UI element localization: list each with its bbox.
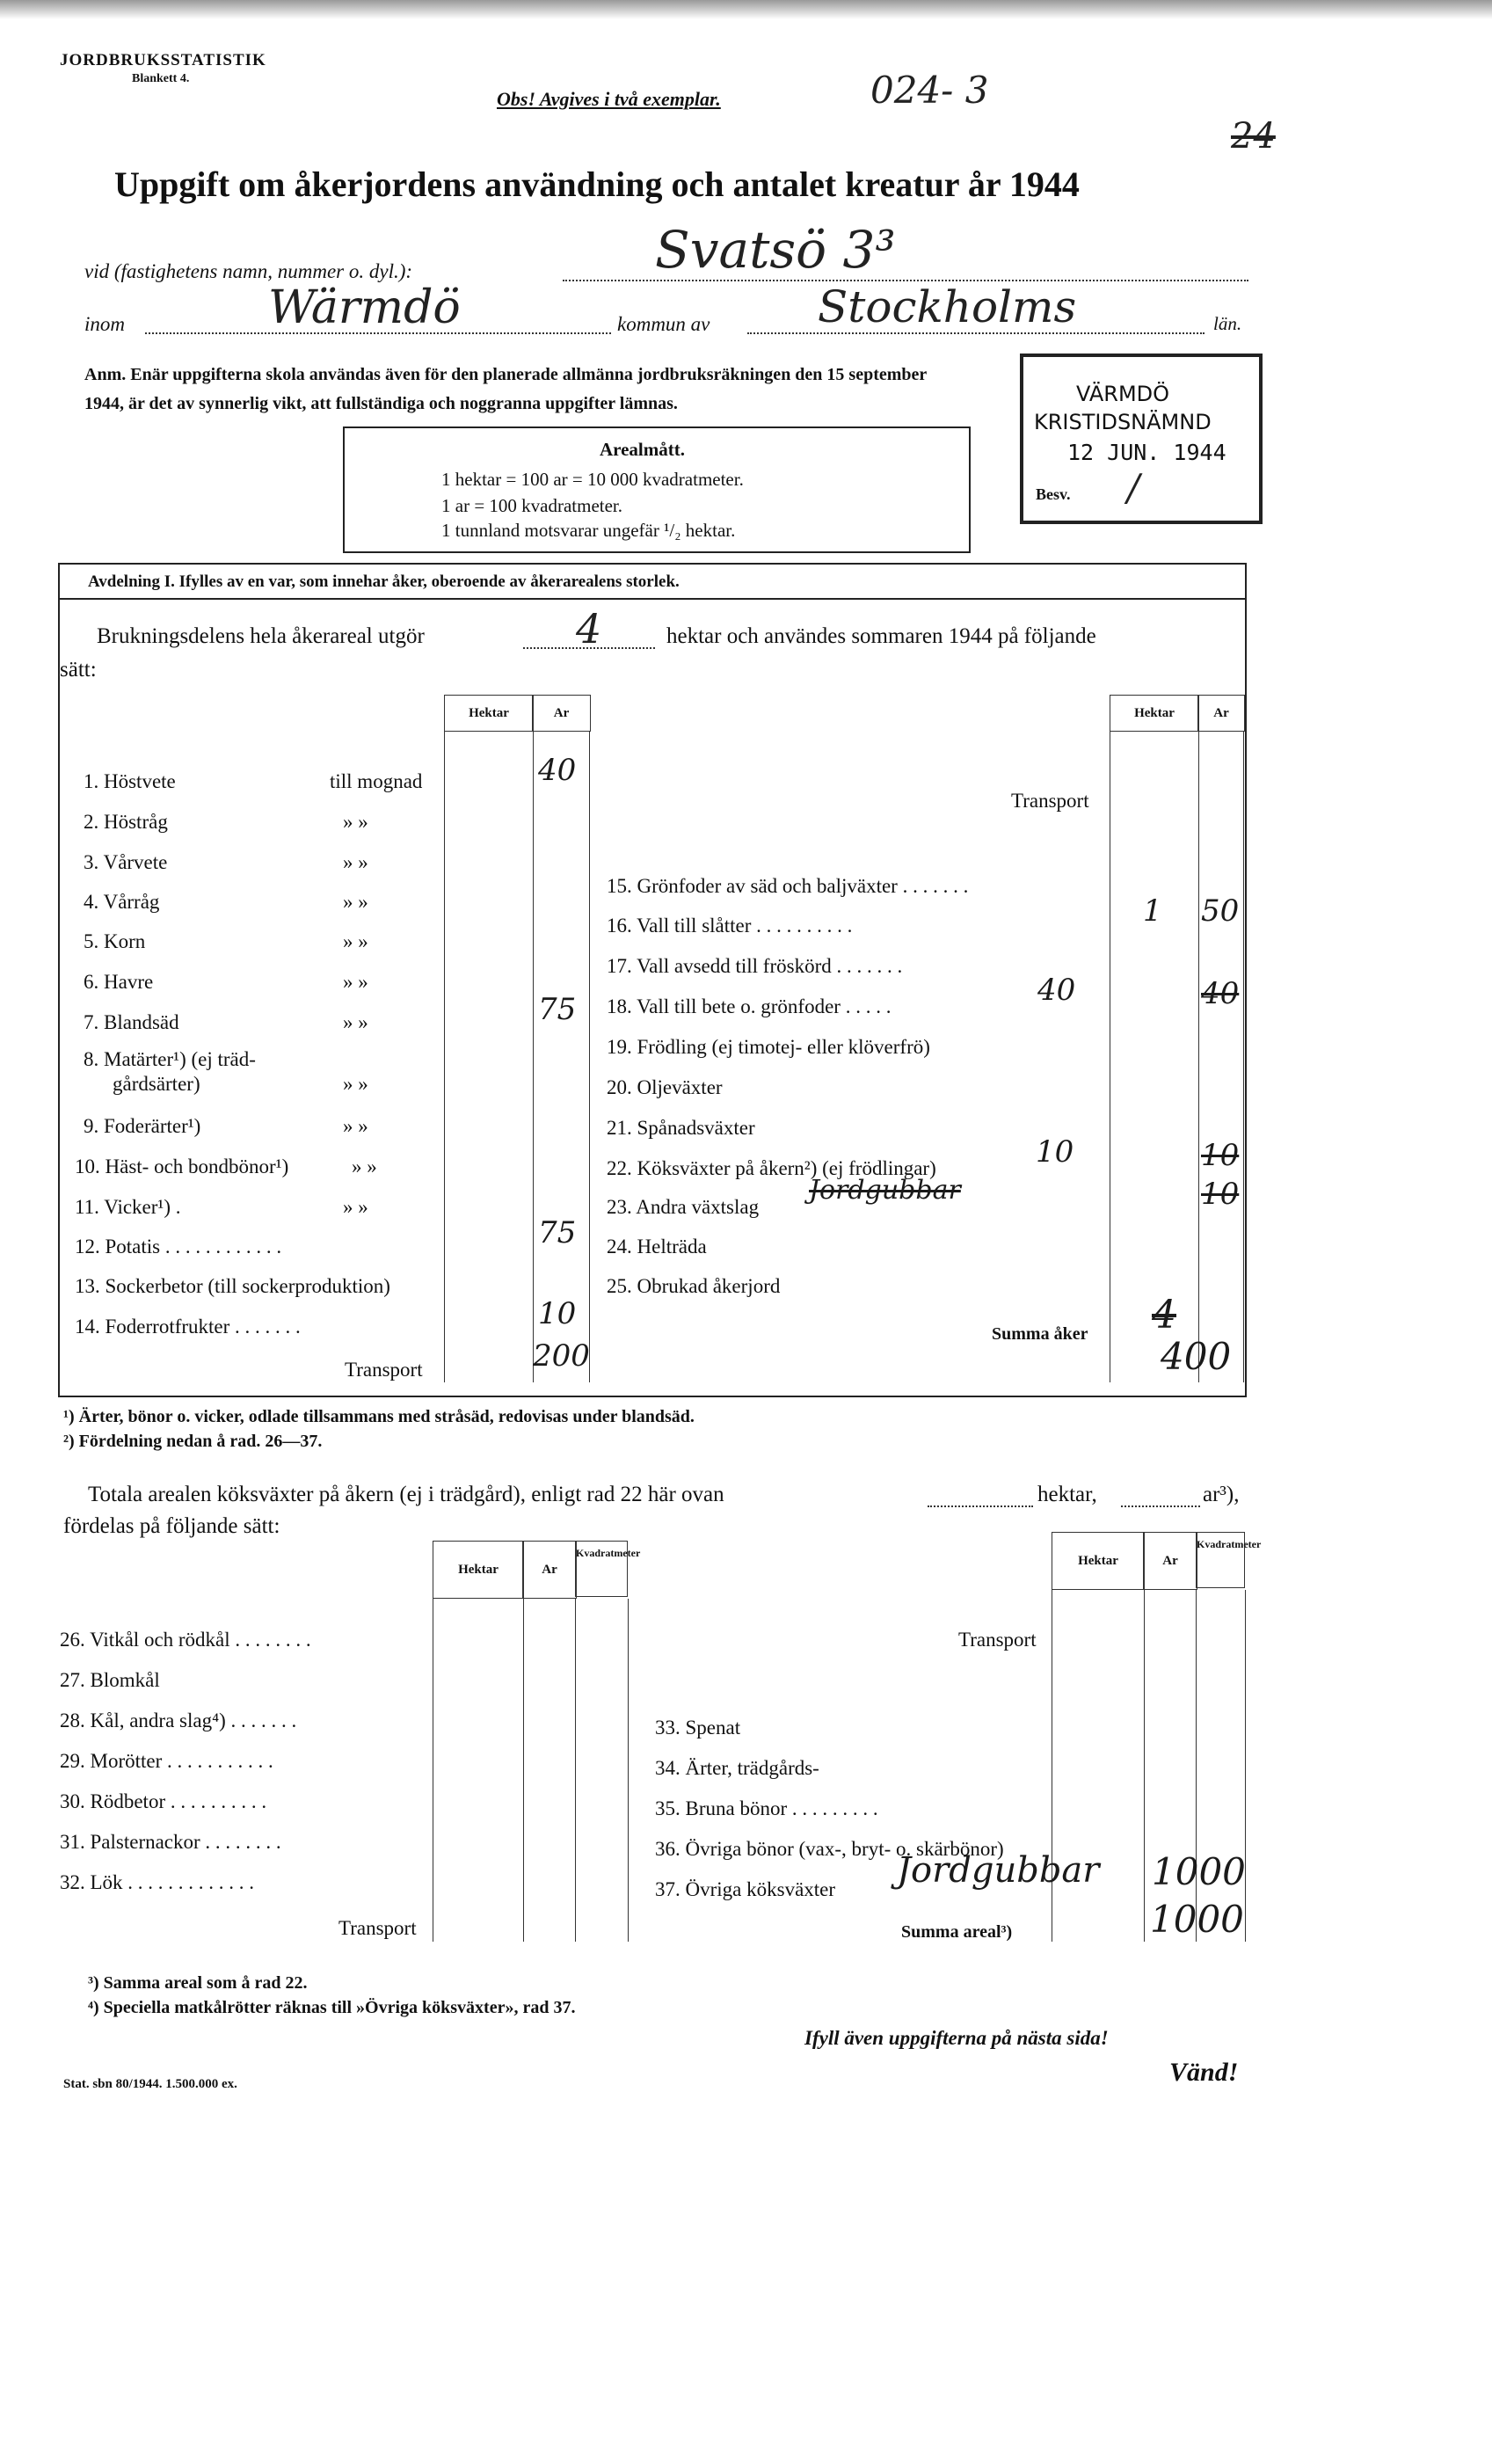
stamp-besv-value: / [1127, 466, 1140, 509]
footnote-4: ⁴) Speciella matkålrötter räknas till »Övriga köksväxter», rad 37. [88, 1998, 576, 2017]
summa-aker-hektar: 4 [1152, 1293, 1176, 1338]
row-18-label: 18. Vall till bete o. grönfoder . . . . . [607, 995, 892, 1017]
right-transport-label: Transport [1011, 790, 1089, 812]
kok-left-col-kvm [575, 1599, 629, 1942]
kommun-value: Stockholms [818, 281, 1077, 332]
inom-value: Wärmdö [268, 281, 461, 334]
kok-right-col-kvm-header: Kvadratmeter [1196, 1532, 1245, 1588]
row-37-note: Jordgubbar [897, 1850, 1100, 1891]
row-6-ditto: » » [343, 971, 368, 993]
section1-intro-b: hektar och användes sommaren 1944 på följande [666, 624, 1096, 648]
section2-ar-line [1121, 1505, 1200, 1507]
kok-right-col-ar-header: Ar [1143, 1532, 1197, 1590]
stamp-date: 12 JUN. 1944 [1067, 440, 1226, 465]
footnote-3: ³) Samma areal som å rad 22. [88, 1973, 308, 1993]
row-14-ar: 10 [538, 1296, 577, 1331]
row-12-ar: 75 [538, 1215, 577, 1250]
row-29-label: 29. Morötter . . . . . . . . . . . [60, 1750, 273, 1772]
row-4-ditto: » » [343, 891, 368, 913]
till-mognad-label: till mognad [330, 770, 423, 792]
row-25-label: 25. Obrukad åkerjord [607, 1275, 781, 1297]
stamp-besv-label: Besv. [1036, 485, 1071, 503]
left-col-hektar-header: Hektar [444, 695, 534, 732]
row-33-label: 33. Spenat [655, 1717, 741, 1739]
row-31-label: 31. Palsternackor . . . . . . . . [60, 1831, 281, 1853]
row-23-label: 23. Andra växtslag [607, 1196, 760, 1218]
row-21-label: 21. Spånadsväxter [607, 1117, 755, 1139]
row-18-hektar: 40 [1037, 973, 1076, 1008]
summa-areal-label: Summa areal³) [901, 1922, 1013, 1942]
row-17-label: 17. Vall avsedd till fröskörd . . . . . . . [607, 955, 903, 977]
form-number: Blankett 4. [132, 72, 190, 85]
kok-left-col-kvm-header: Kvadratmeter [575, 1541, 628, 1597]
row-22-hektar: 10 [1036, 1134, 1074, 1170]
right-col-ar-header: Ar [1197, 695, 1245, 732]
row-1-ar: 40 [538, 753, 577, 788]
section1-area-value: 4 [576, 605, 602, 652]
row-10-label: 10. Häst- och bondbönor¹) [75, 1155, 289, 1177]
row-37-label: 37. Övriga köksväxter [655, 1878, 836, 1900]
row-16-ar: 50 [1201, 893, 1240, 929]
row-30-label: 30. Rödbetor . . . . . . . . . . [60, 1790, 267, 1812]
left-col-ar-header: Ar [532, 695, 591, 732]
row-8-label: 8. Matärter¹) (ej träd- [84, 1048, 256, 1070]
arealmatt-line1: 1 hektar = 100 ar = 10 000 kvadratmeter. [441, 469, 744, 490]
row-12-label: 12. Potatis . . . . . . . . . . . . [75, 1236, 282, 1258]
row-3-label: 3. Vårvete [84, 851, 168, 873]
row-1-label: 1. Höstvete [84, 770, 176, 792]
row-27-label: 27. Blomkål [60, 1669, 160, 1691]
summa-aker-ar: 400 [1161, 1335, 1232, 1378]
arealmatt-line2: 1 ar = 100 kvadratmeter. [441, 495, 623, 516]
row-23-ar: 10 [1201, 1177, 1240, 1212]
kristidsnamnd-stamp [1020, 354, 1263, 524]
left-transport-value: 200 [533, 1338, 590, 1374]
obs-note: Obs! Avgives i två exemplar. [497, 88, 721, 110]
row-2-label: 2. Höstråg [84, 811, 168, 833]
kommun-label: kommun av [617, 313, 710, 335]
kok-left-transport-label: Transport [338, 1917, 417, 1939]
section2-hektar-line [928, 1505, 1033, 1507]
row-8-label2: gårdsärter) [113, 1073, 200, 1095]
kok-left-col-ar-header: Ar [522, 1541, 577, 1599]
summa-aker-label: Summa åker [992, 1324, 1088, 1344]
kok-left-col-hektar [433, 1599, 524, 1942]
row-14-label: 14. Foderrotfrukter . . . . . . . [75, 1316, 301, 1338]
row-36-label: 36. Övriga bönor (vax-, bryt- o. skärbönor) [655, 1838, 1004, 1860]
scan-shadow [0, 0, 1492, 19]
row-5-label: 5. Korn [84, 930, 146, 952]
arealmatt-box [343, 426, 971, 553]
row-26-label: 26. Vitkål och rödkål . . . . . . . . [60, 1629, 311, 1651]
row-9-label: 9. Foderärter¹) [84, 1115, 201, 1137]
lan-label: län. [1213, 313, 1242, 334]
kok-left-col-hektar-header: Hektar [433, 1541, 524, 1599]
row-11-ditto: » » [343, 1196, 368, 1218]
anm-line2: 1944, är det av synnerlig vikt, att fullständiga och noggranna uppgifter lämnas. [84, 394, 678, 413]
summa-areal-value: 1000 [1150, 1898, 1244, 1941]
row-19-label: 19. Frödling (ej timotej- eller klöverfrö) [607, 1036, 930, 1058]
row-6-label: 6. Havre [84, 971, 154, 993]
row-22-label: 22. Köksväxter på åkern²) (ej frödlingar) [607, 1157, 936, 1179]
arealmatt-title: Arealmått. [600, 439, 685, 460]
kok-left-col-ar [522, 1599, 576, 1942]
ifyll-note: Ifyll även uppgifterna på nästa sida! [804, 2027, 1109, 2049]
row-35-label: 35. Bruna bönor . . . . . . . . . [655, 1797, 878, 1819]
row-18-ar: 40 [1201, 976, 1240, 1011]
right-col-ar [1197, 732, 1244, 1382]
row-13-label: 13. Sockerbetor (till sockerproduktion) [75, 1275, 390, 1297]
form-title: Uppgift om åkerjordens användning och antalet kreatur år 1944 [114, 164, 1080, 204]
row-10-ditto: » » [352, 1155, 377, 1177]
kommun-line [747, 332, 1205, 334]
row-22-ar: 10 [1201, 1138, 1240, 1173]
vand-note: Vänd! [1169, 2058, 1239, 2087]
row-20-label: 20. Oljeväxter [607, 1076, 723, 1098]
row-16-label: 16. Vall till slåtter . . . . . . . . . . [607, 915, 853, 937]
section1-intro-a: Brukningsdelens hela åkerareal utgör [97, 624, 425, 648]
row-16-hektar: 1 [1143, 893, 1162, 929]
vid-value: Svatsö 3³ [655, 220, 896, 280]
section1-header-rule [58, 598, 1245, 600]
row-4-label: 4. Vårråg [84, 891, 160, 913]
footnote-2: ²) Fördelning nedan å rad. 26—37. [63, 1432, 323, 1451]
row-2-ditto: » » [343, 811, 368, 833]
corner-number: 24 [1231, 116, 1276, 157]
row-7-ar: 75 [538, 992, 577, 1027]
reference-number: 024- 3 [870, 69, 989, 112]
vid-label: vid (fastighetens namn, nummer o. dyl.): [84, 260, 413, 282]
left-col-hektar [444, 732, 534, 1382]
right-col-hektar [1110, 732, 1199, 1382]
kok-right-col-hektar-header: Hektar [1052, 1532, 1145, 1590]
row-11-label: 11. Vicker¹) . [75, 1196, 181, 1218]
row-34-label: 34. Ärter, trädgårds- [655, 1757, 819, 1779]
left-transport-label: Transport [345, 1359, 423, 1381]
row-3-ditto: » » [343, 851, 368, 873]
office-name: JORDBRUKSSTATISTIK [60, 51, 266, 69]
row-7-ditto: » » [343, 1011, 368, 1033]
row-9-ditto: » » [343, 1115, 368, 1137]
section2-intro-hektar: hektar, [1037, 1483, 1097, 1506]
row-8-ditto: » » [343, 1073, 368, 1095]
section2-intro-a: Totala arealen köksväxter på åkern (ej i trädgård), enligt rad 22 här ovan [88, 1483, 724, 1506]
section2-intro-b: fördelas på följande sätt: [63, 1514, 280, 1538]
row-7-label: 7. Blandsäd [84, 1011, 179, 1033]
section1-header: Avdelning I. Ifylles av en var, som innehar åker, oberoende av åkerarealens storlek. [88, 572, 680, 591]
section2-intro-ar: ar³), [1203, 1483, 1240, 1506]
stamp-line2: KRISTIDSNÄMND [1034, 410, 1212, 434]
stamp-line1: VÄRMDÖ [1076, 382, 1170, 406]
row-5-ditto: » » [343, 930, 368, 952]
inom-label: inom [84, 313, 125, 335]
left-col-ar [532, 732, 590, 1382]
row-32-label: 32. Lök . . . . . . . . . . . . . [60, 1871, 255, 1893]
right-col-hektar-header: Hektar [1110, 695, 1199, 732]
row-37-value: 1000 [1152, 1850, 1246, 1893]
section1-intro-c: sätt: [60, 658, 97, 682]
anm-line1: Anm. Enär uppgifterna skola användas även för den planerade allmänna jordbruksräkningen den 15 september [84, 365, 928, 384]
print-info: Stat. sbn 80/1944. 1.500.000 ex. [63, 2077, 237, 2091]
row-23-note: Jordgubbar [809, 1175, 961, 1206]
row-15-label: 15. Grönfoder av säd och baljväxter . . . . . . . [607, 875, 969, 897]
footnote-1: ¹) Ärter, bönor o. vicker, odlade tillsammans med stråsäd, redovisas under blandsäd. [63, 1407, 695, 1426]
row-28-label: 28. Kål, andra slag⁴) . . . . . . . [60, 1709, 297, 1731]
kok-right-transport-label: Transport [958, 1629, 1037, 1651]
arealmatt-line3: 1 tunnland motsvarar ungefär ¹/₂ hektar. [441, 520, 736, 541]
row-24-label: 24. Helträda [607, 1236, 707, 1258]
